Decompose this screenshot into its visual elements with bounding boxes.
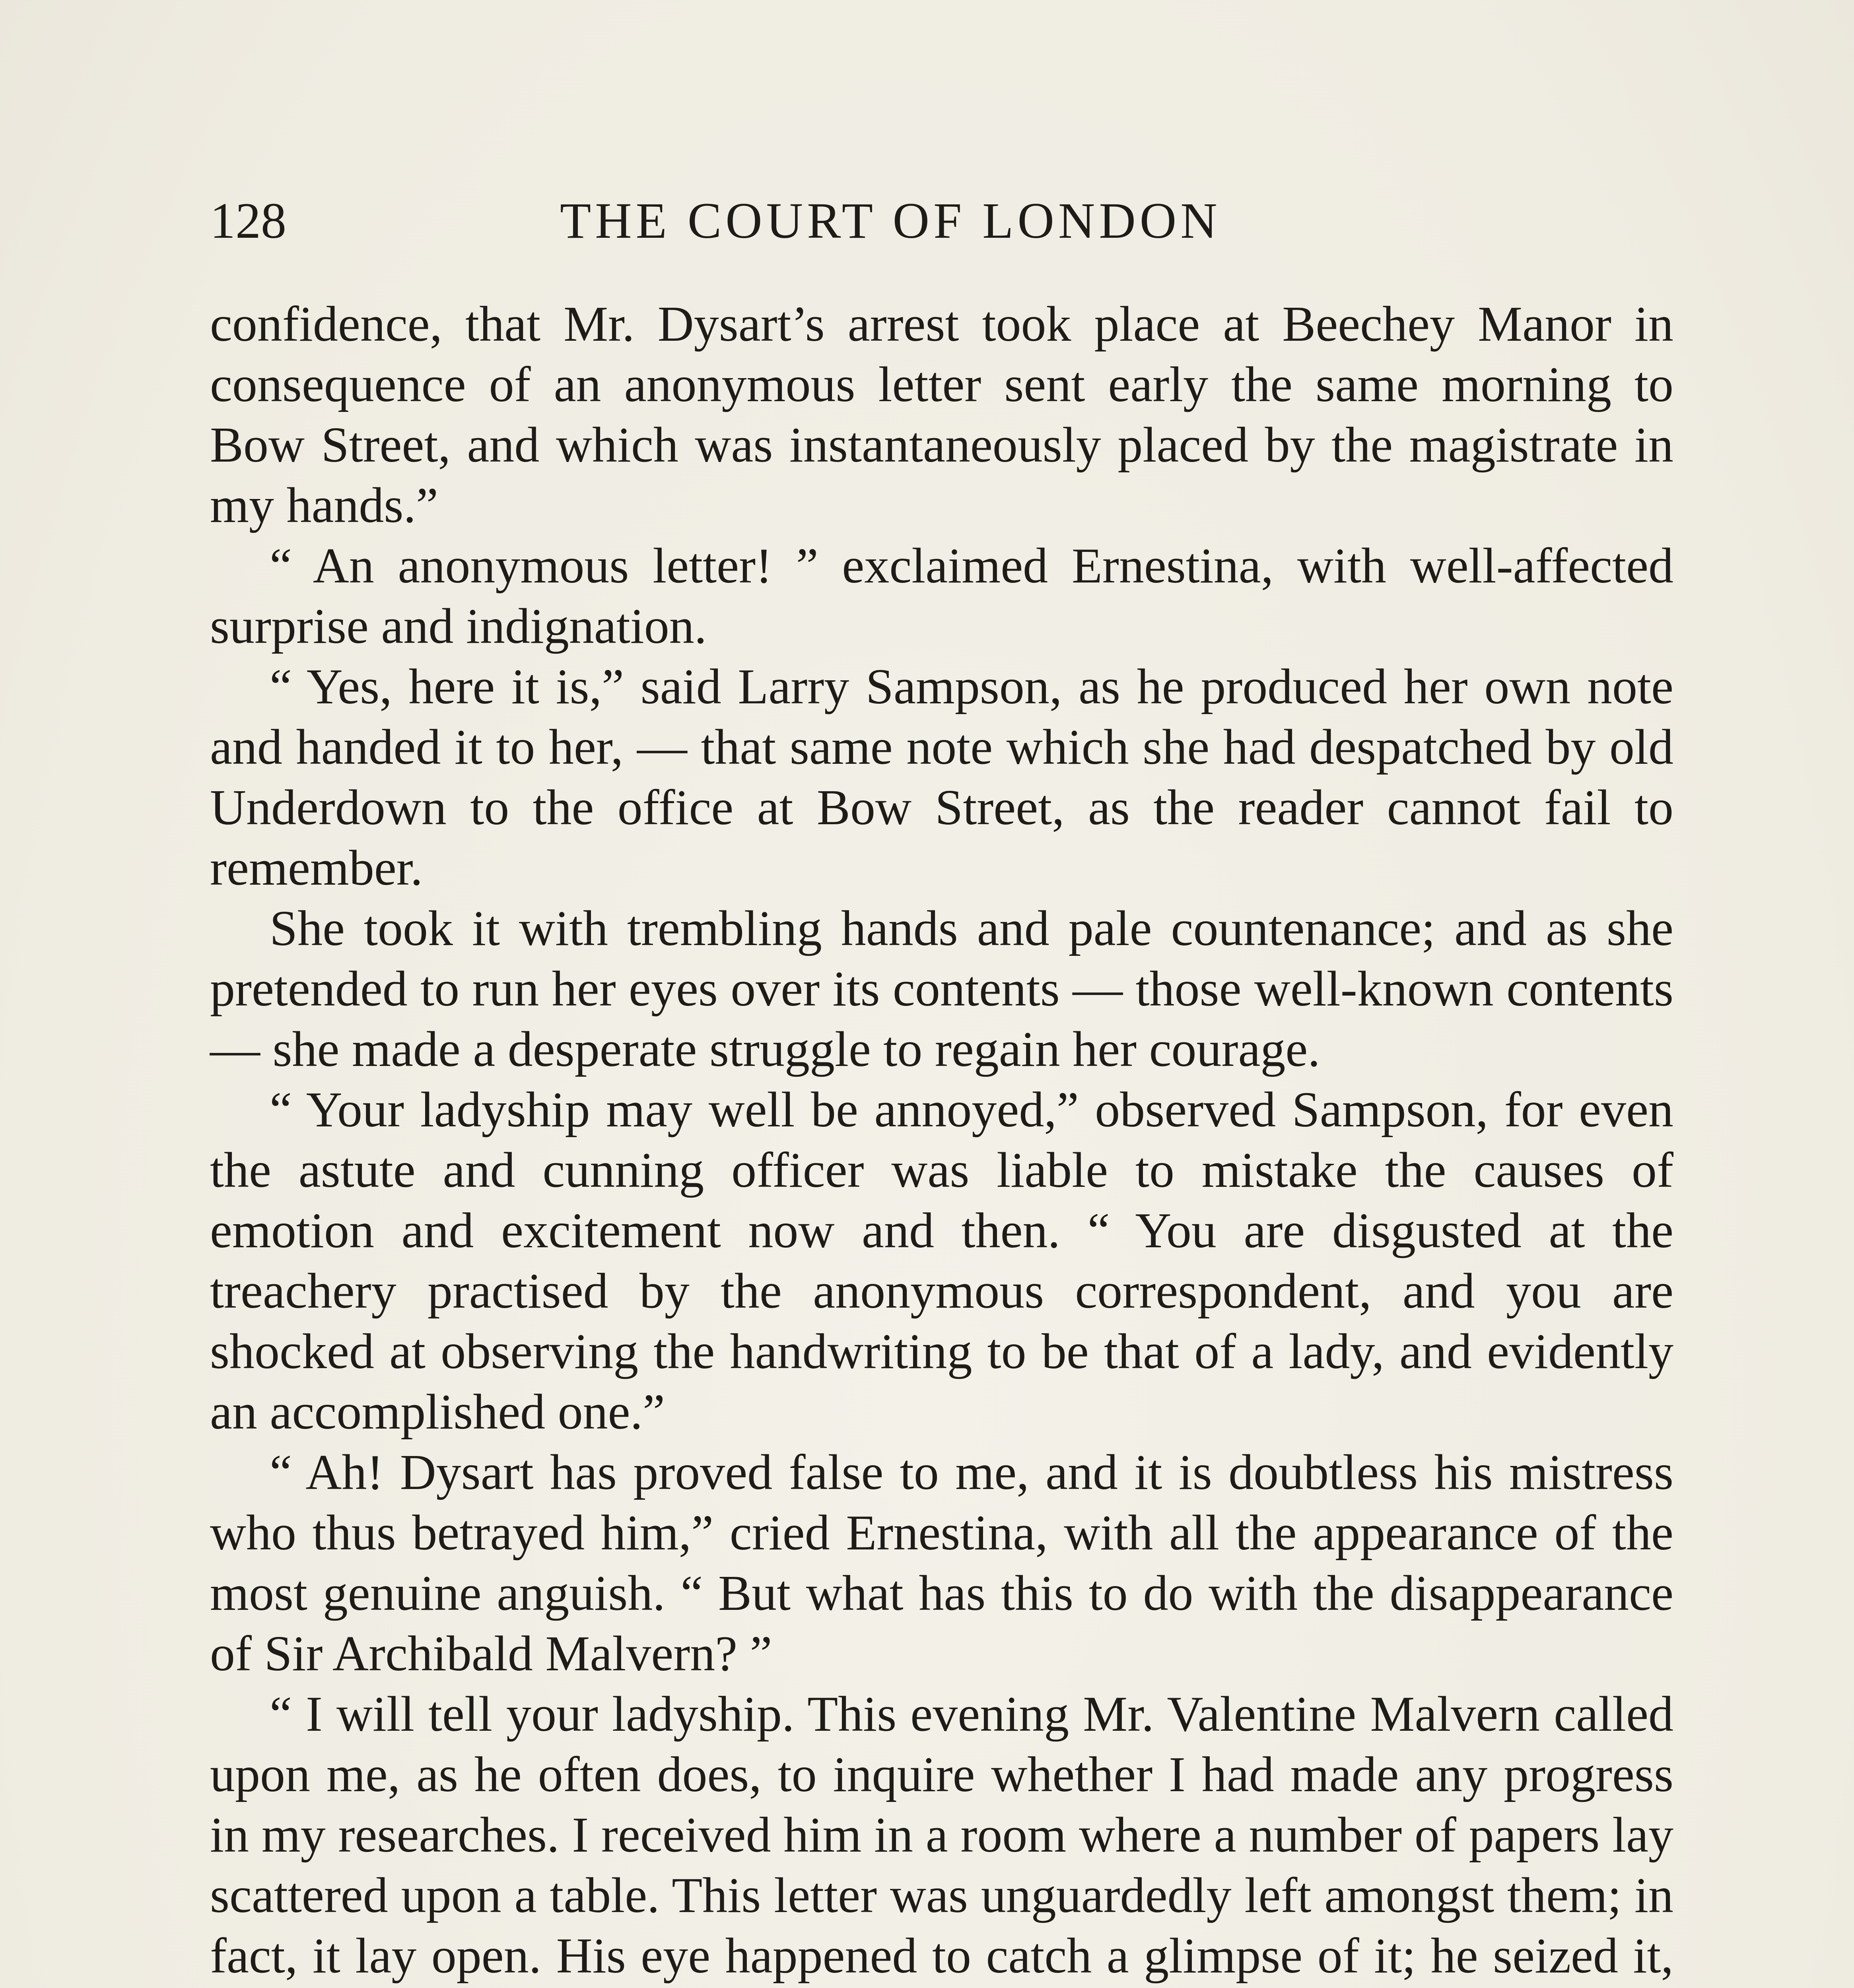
- paragraph: “ Your ladyship may well be annoyed,” observed Sampson, for even the astute and cunning officer was liable to mistake the causes of emotion and excitement now and then. “ You are disgusted at the treachery practised by the anonymous correspondent, and you are shocked at observing the handwriting to be that of a lady, and evidently an accomplished one.”: [210, 1082, 1673, 1440]
- paragraph: She took it with trembling hands and pale countenance; and as she pretended to run her eyes over its contents — those well-known contents — she made a desperate struggle to regain her courage.: [210, 901, 1673, 1077]
- paragraph: “ Ah! Dysart has proved false to me, and it is doubtless his mistress who thus betrayed him,” cried Ernestina, with all the appearance of the most genuine anguish. “ But what has this to do with the disappearance of Sir Archibald Malvern? ”: [210, 1445, 1673, 1681]
- running-head: THE COURT OF LONDON: [560, 192, 1221, 249]
- paragraph: “ I will tell your ladyship. This evening Mr. Valentine Malvern called upon me, as he often does, to inquire whether I had made any progress in my researches. I received him in a room where a number of papers lay scattered upon a table. This letter was unguardedly left amongst them; in fact, it lay open. His eye happened to catch a glimpse of it; he seized it,: [210, 1687, 1673, 1984]
- body-text: [210, 294, 1673, 1988]
- paragraph: “ Yes, here it is,” said Larry Sampson, as he produced her own note and handed it to her, — that same note which she had despatched by old Underdown to the office at Bow Street, as the reader cannot fail to remember.: [210, 659, 1673, 896]
- page-header: [210, 181, 1673, 260]
- paragraph-continuation: confidence, that Mr. Dysart’s arrest took place at Beechey Manor in consequence of an anonymous letter sent early the same morning to Bow Street, and which was instantaneously placed by the magistrate in my hands.”: [210, 297, 1673, 533]
- page-number: 128: [210, 192, 286, 249]
- paragraph: “ An anonymous letter! ” exclaimed Ernestina, with well-affected surprise and indignation.: [210, 538, 1673, 654]
